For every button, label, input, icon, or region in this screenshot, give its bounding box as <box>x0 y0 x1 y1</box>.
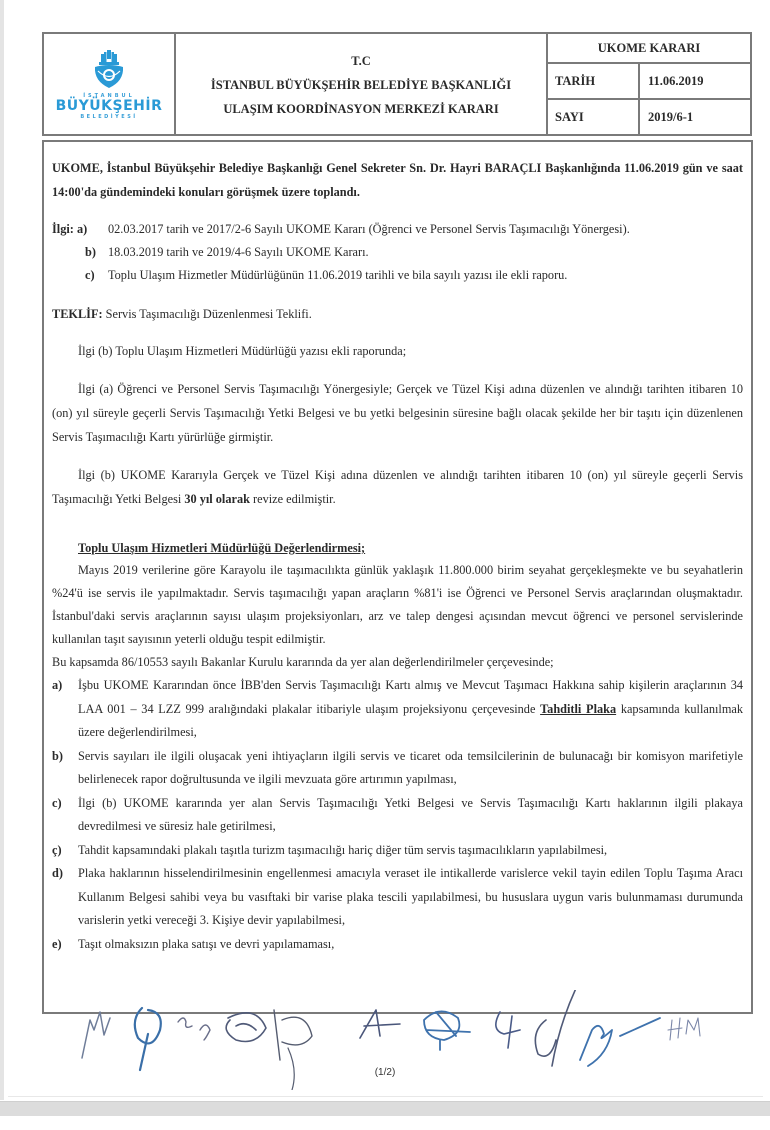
scope-line: Bu kapsamda 86/10553 sayılı Bakanlar Kurulu kararında da yer alan değerlendirilmeler çerçevesinde; <box>52 655 554 669</box>
title-line-institution: İSTANBUL BÜYÜKŞEHİR BELEDİYE BAŞKANLIĞI <box>210 78 512 92</box>
page-bottom-line <box>8 1096 763 1097</box>
title-line-tc: T.C <box>351 54 371 68</box>
logo-text-main: BÜYÜKŞEHİR <box>55 97 163 114</box>
item-marker: b) <box>52 748 63 763</box>
signature-icon <box>496 1012 520 1048</box>
reference-text: 18.03.2019 tarih ve 2019/4-6 Sayılı UKOME Kararı. <box>108 245 369 259</box>
evaluation-paragraph: Mayıs 2019 verilerine göre Karayolu ile taşımacılıkta günlük yaklaşık 11.800.000 birim seyahat gerçekleşmekte ve bu seyahatlerin %24'ü ise servis ile yapılmaktadır. Servis taşımacılığı yapan araçların %81'i ise Öğrenci ve Personel Servis araçlarından oluşmaktadır. İstanbul'daki servis araçlarının sayısı ulaşım projeksiyonları, arz ve talep dengesi açısından mevcut öğrenci ve personel servislerinde kullanılan taşıt sayısının yeterli olduğu tespit edilmiştir. <box>52 563 743 646</box>
item-text: İlgi (b) UKOME kararında yer alan Servis Taşımacılığı Yetki Belgesi ve Servis Taşımacılığı Kartı haklarının ilgili plakaya devredilmesi ve süresiz hale getirilmesi, <box>78 795 743 833</box>
number-row <box>548 98 750 134</box>
signature-icon <box>424 1011 470 1050</box>
logo-text-bottom: BELEDİYESİ <box>80 113 138 120</box>
paragraph-revision: İlgi (b) UKOME Kararıyla Gerçek ve Tüzel Kişi adına düzenlen ve alındığı tarihten itibaren 10 (on) yıl süreyle geçerli Servis Taşımacılığı Yetki Belgesi 30 yıl olarak revize edilmiştir. <box>52 468 743 506</box>
date-value: 11.06.2019 <box>648 73 704 88</box>
item-marker: ç) <box>52 842 62 857</box>
reference-text: Toplu Ulaşım Hizmetler Müdürlüğünün 11.06.2019 tarihli ve bila sayılı yazısı ile ekli raporu. <box>108 268 568 282</box>
title-line-center: ULAŞIM KOORDİNASYON MERKEZİ KARARI <box>223 102 499 116</box>
evaluation-item <box>52 862 743 933</box>
reference-marker: c) <box>85 268 95 282</box>
item-text: Taşıt olmaksızın plaka satışı ve devri yapılamaması, <box>78 936 335 951</box>
document-title <box>176 34 548 134</box>
paragraph: İlgi (b) Toplu Ulaşım Hizmetleri Müdürlüğü yazısı ekli raporunda; <box>78 344 407 358</box>
number-value: 2019/6-1 <box>648 109 694 124</box>
document-body <box>42 140 753 1014</box>
item-marker: c) <box>52 795 62 810</box>
item-text: Plaka haklarının hisselendirilmesinin engellenmesi amacıyla veraset ile intikallerde varislerce vekil tayin edilen Toplu Taşıma Aracı Kullanım Belgesi sahibi veya bu vasıftaki bir varise plaka tescili yapılabilmesi, bu hususlara uygun varis bulunmaması durumunda varislerin yetki vereceği 3. Kişiye devir yapılabilmesi, <box>78 866 743 927</box>
restricted-plate-emphasis: Tahditli Plaka <box>540 701 617 716</box>
signature-icon <box>226 1013 266 1042</box>
document-header <box>42 32 752 136</box>
signature-icon <box>135 1008 161 1070</box>
evaluation-item <box>52 933 743 957</box>
logo-text-top: İSTANBUL <box>83 92 135 99</box>
item-marker: a) <box>52 678 63 692</box>
references-label: İlgi: <box>52 222 74 236</box>
meeting-intro: UKOME, İstanbul Büyükşehir Belediye Başkanlığı Genel Sekreter Sn. Dr. Hayri BARAÇLI Başkanlığında 11.06.2019 gün ve saat 14:00'da gündemindeki konuları görüşmek üzere toplandı. <box>52 161 743 199</box>
item-text: Tahdit kapsamındaki plakalı taşıtla turizm taşımacılığı hariç diğer tüm servis taşımacılıkların yapılabilmesi, <box>78 842 608 857</box>
ibb-logo <box>44 34 176 134</box>
evaluation-item <box>52 792 743 839</box>
reference-item <box>52 241 743 264</box>
page-number: (1/2) <box>374 1067 396 1078</box>
signature-icon <box>82 1012 110 1058</box>
reference-item <box>52 218 743 241</box>
item-marker: e) <box>52 936 62 951</box>
number-label: SAYI <box>548 100 640 134</box>
decision-type: UKOME KARARI <box>548 34 750 64</box>
signature-icon <box>360 1010 400 1038</box>
reference-text: 02.03.2017 tarih ve 2017/2-6 Sayılı UKOME Kararı (Öğrenci ve Personel Servis Taşımacılığı Yönergesi). <box>108 222 630 236</box>
date-row <box>548 64 750 98</box>
date-label: TARİH <box>548 64 640 98</box>
revision-emphasis: 30 yıl olarak <box>184 492 250 506</box>
signature-icon <box>274 1010 312 1060</box>
page-edge <box>0 0 4 1100</box>
ibb-emblem-icon <box>90 49 128 89</box>
item-marker: d) <box>52 866 63 880</box>
evaluation-item: a) İşbu UKOME Kararından önce İBB'den Servis Taşımacılığı Kartı almış ve Mevcut Taşımacı Hakkına sahip kişilerin araçlarının 34 LAA 001 – 34 LZZ 999 aralığındaki plakalar itibariyle ulaşım projeksiyonu çerçevesinde Tahditli Plaka kapsamında kullanılmak üzere değerlendirilmesi, <box>52 674 743 745</box>
signature-icon <box>178 1018 210 1040</box>
proposal-label: TEKLİF: <box>52 307 103 321</box>
evaluation-item <box>52 839 743 863</box>
decision-meta <box>548 34 750 134</box>
reference-marker: b) <box>85 245 96 259</box>
proposal <box>52 303 743 325</box>
evaluation-title: Toplu Ulaşım Hizmetleri Müdürlüğü Değerlendirmesi; <box>78 541 366 555</box>
proposal-text: Servis Taşımacılığı Düzenlenmesi Teklifi. <box>105 307 312 321</box>
signature-icon <box>580 1018 660 1066</box>
paragraph: İlgi (a) Öğrenci ve Personel Servis Taşımacılığı Yönergesiyle; Gerçek ve Tüzel Kişi adına düzenlen ve alındığı tarihten itibaren 10 (on) yıl süreyle geçerli Servis Taşımacılığı Yetki Belgesi ve bu yetki belgesinin süresine bağlı olacak şekilde her bir taşıtı için düzenlenen Servis Taşımacılığı Kartı yürürlüğe girmiştir. <box>52 382 743 444</box>
page-separator <box>0 1101 770 1116</box>
references <box>52 218 743 287</box>
signature-initials-icon <box>668 1018 700 1040</box>
evaluation-item <box>52 745 743 792</box>
reference-item <box>52 264 743 287</box>
reference-marker: a) <box>76 222 88 236</box>
item-text: Servis sayıları ile ilgili oluşacak yeni ihtiyaçların ilgili servis ve ticaret oda temsilcilerinin de bulunacağı bir komisyon marifetiyle belirlenecek rapor doğrultusunda ve ilgili mevzuata göre artırımın yapılması, <box>78 748 743 786</box>
